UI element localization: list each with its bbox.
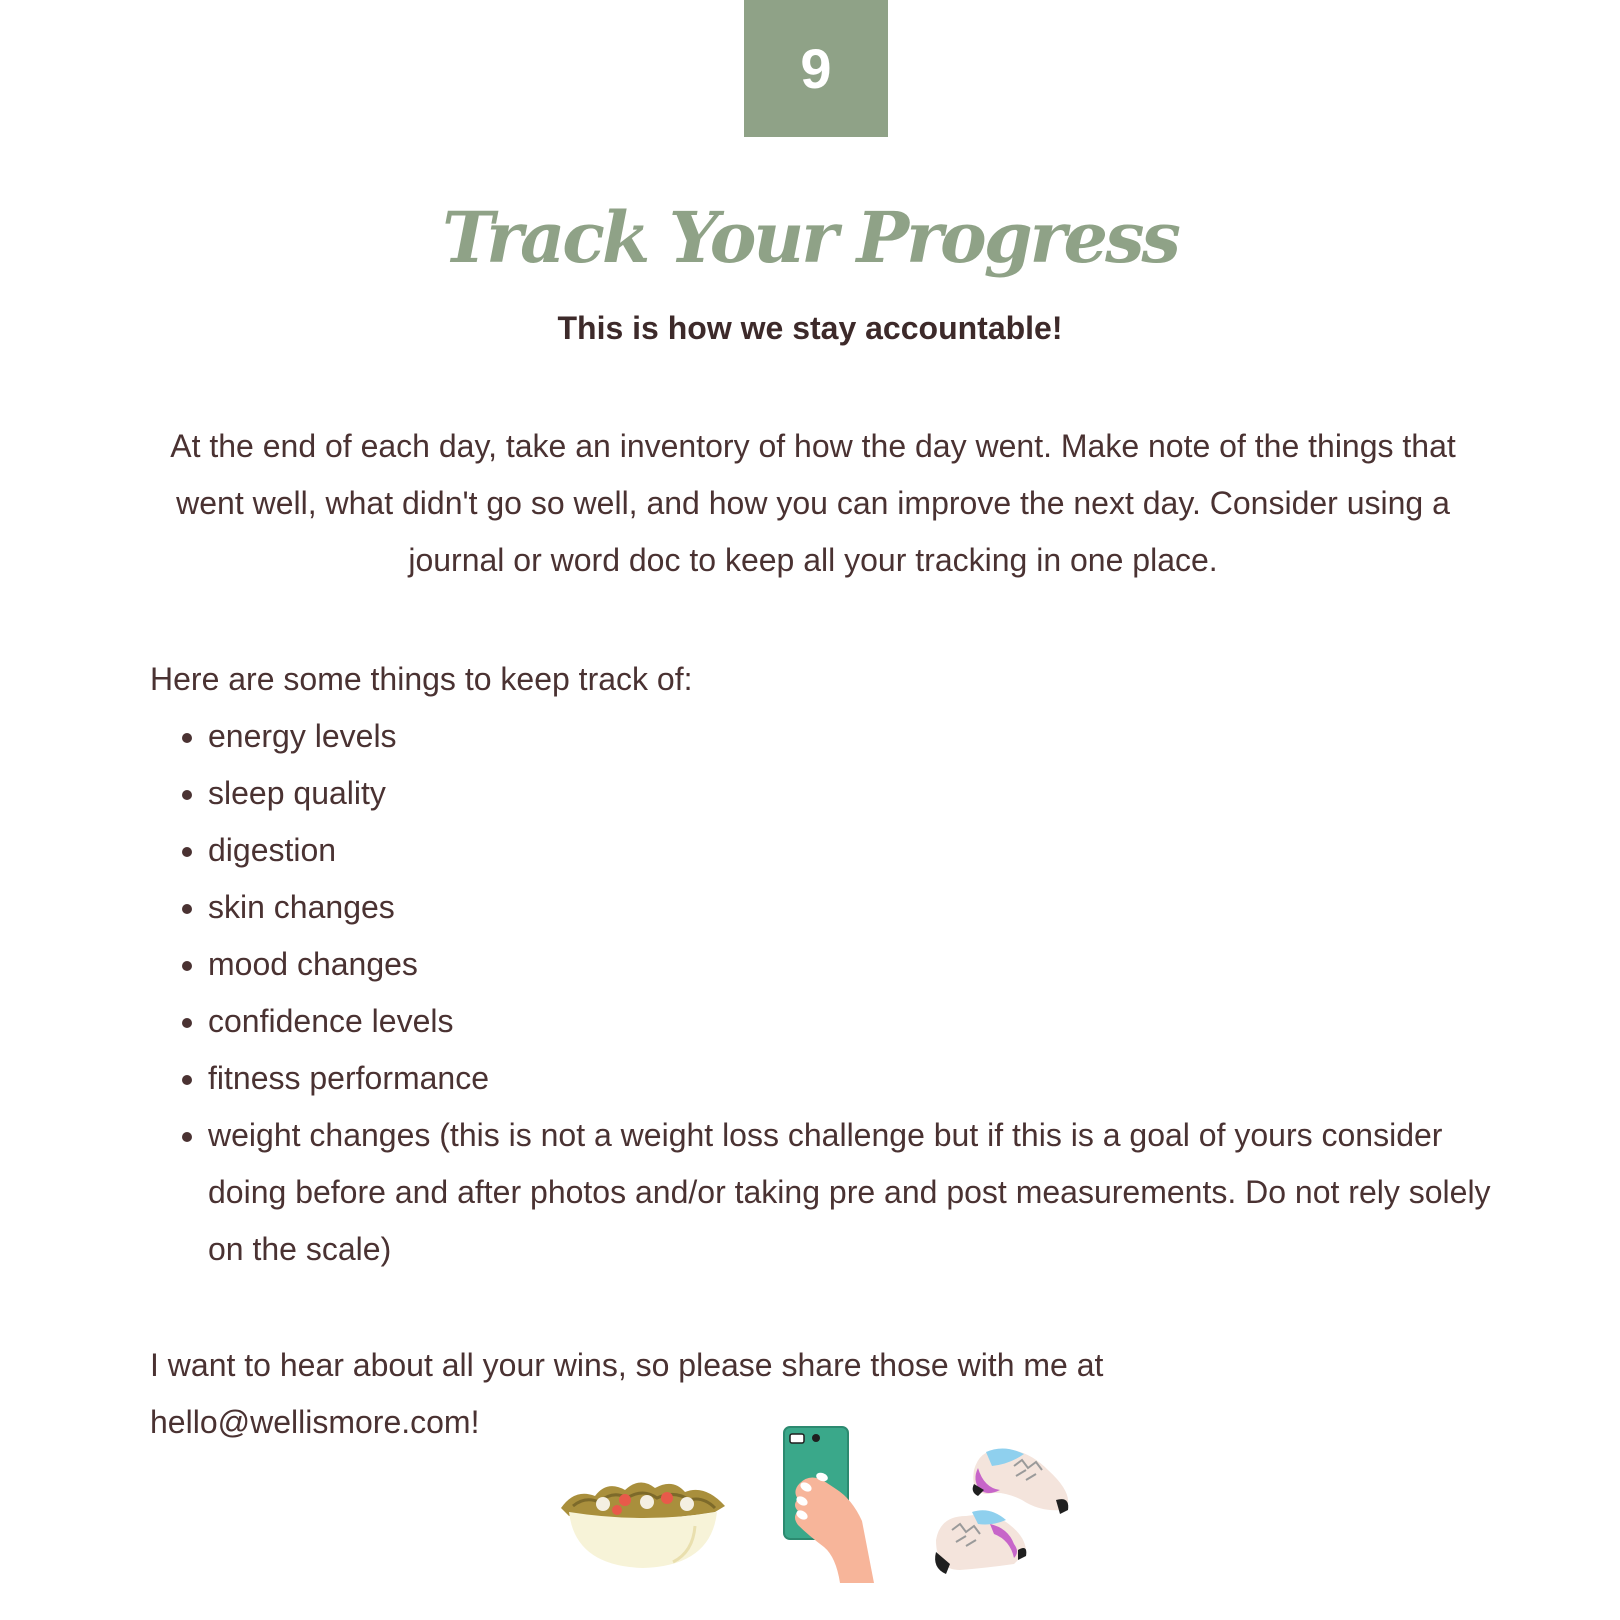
page-number: 9 bbox=[800, 37, 832, 100]
list-item: • sleep quality bbox=[208, 765, 1508, 822]
page-title: Track Your Progress bbox=[442, 196, 1178, 279]
closing-paragraph: I want to hear about all your wins, so please share those with me at hello@wellismore.com! bbox=[150, 1347, 1104, 1440]
list-item: • fitness performance bbox=[208, 1050, 1508, 1107]
list-item: • confidence levels bbox=[208, 993, 1508, 1050]
phone-in-hand-icon bbox=[780, 1425, 890, 1585]
page-subtitle: This is how we stay accountable! bbox=[557, 310, 1063, 346]
page-number-badge bbox=[744, 0, 888, 137]
list-item: • weight changes (this is not a weight loss challenge but if this is a goal of yours consider doing before and after photos and/or taking pre and post measurements. Do not rely solely on the scale) bbox=[208, 1107, 1508, 1278]
salad-bowl-icon bbox=[555, 1466, 730, 1571]
intro-paragraph: At the end of each day, take an inventory of how the day went. Make note of the things that went well, what didn't go so well, and how you can improve the next day. Consider using a journal or word doc to keep all your tracking in one place. bbox=[170, 428, 1456, 578]
sneakers-icon bbox=[930, 1440, 1075, 1580]
list-item: • mood changes bbox=[208, 936, 1508, 993]
list-item: • digestion bbox=[208, 822, 1508, 879]
list-item: • skin changes bbox=[208, 879, 1508, 936]
list-heading: Here are some things to keep track of: bbox=[150, 661, 693, 697]
list-item: • energy levels bbox=[208, 708, 1508, 765]
tracking-list bbox=[150, 708, 1508, 1278]
